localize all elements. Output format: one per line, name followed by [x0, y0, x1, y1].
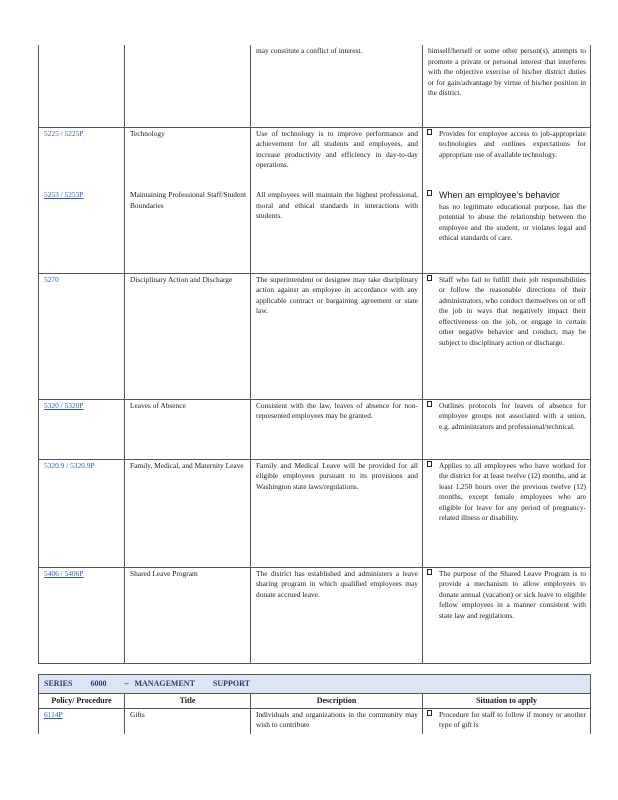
policy-code: 5406 / 5406P — [39, 567, 125, 663]
document-page — [38, 45, 590, 734]
policy-code: 5270 — [39, 273, 125, 399]
policy-title: Family, Medical, and Maternity Leave — [125, 459, 251, 567]
policy-situation: Outlines protocols for leaves of absence for employee groups not associated with a union, e.g. administrators and professional/technical. — [423, 399, 591, 459]
checkbox-bullet-icon — [427, 710, 432, 716]
header-title: Title — [125, 693, 251, 708]
header-description: Description — [251, 693, 423, 708]
series-label: SERIES — [44, 678, 73, 688]
checkbox-bullet-icon — [427, 190, 432, 196]
table-row — [39, 189, 591, 273]
policy-title: Leaves of Absence — [125, 399, 251, 459]
table-row — [39, 459, 591, 567]
policy-description: Consistent with the law, leaves of absence for non-represented employees may be granted. — [251, 399, 423, 459]
policy-description: The district has established and administers a leave sharing program in which qualified employees may donate accrued leave. — [251, 567, 423, 663]
policy-description: Individuals and organizations in the community may wish to contribute — [251, 708, 423, 734]
policy-code: 5320.9 / 5320.9P — [39, 459, 125, 567]
policy-table — [38, 45, 591, 664]
policy-code: 5320 / 5320P — [39, 399, 125, 459]
policy-description: The superintendent or designee may take disciplinary action against an employee in accordance with any applicable contract or bargaining agreement or state law. — [251, 273, 423, 399]
policy-code: 5253 / 5253P — [39, 189, 125, 273]
table-row — [39, 708, 591, 734]
policy-title: Shared Leave Program — [125, 567, 251, 663]
series-dash: – — [124, 678, 129, 688]
policy-situation: Provides for employee access to job-appropriate technologies and outlines expectations for appropriate use of available technology. — [423, 127, 591, 189]
policy-code: 6114P — [39, 708, 125, 734]
table-row — [39, 45, 591, 127]
table-row — [39, 273, 591, 399]
checkbox-bullet-icon — [427, 275, 432, 281]
policy-title: Technology — [125, 127, 251, 189]
checkbox-bullet-icon — [427, 569, 432, 575]
series-number: 6000 — [90, 678, 107, 688]
policy-situation: Staff who fail to fulfill their job responsibilities or follow the reasonable directions of their administrators, who conduct themselves on or off the job in ways that negatively impact their effectiveness on the job, or engage in certain other negative behavior and conduct, may be subject to disciplinary action or discharge. — [423, 273, 591, 399]
table-row — [39, 399, 591, 459]
policy-description: Family and Medical Leave will be provided for all eligible employees pursuant to its provisions and Washington state laws/regulations. — [251, 459, 423, 567]
series-name-2: SUPPORT — [212, 678, 250, 688]
policy-code — [39, 45, 125, 127]
policy-situation: The purpose of the Shared Leave Program is to provide a mechanism to allow employees to donate annual (vacation) or sick leave to eligible fellow employees in a manner consistent with state law and regulations. — [423, 567, 591, 663]
header-policy: Policy/ Procedure — [39, 693, 125, 708]
policy-description: All employees will maintain the highest professional, moral and ethical standards in interactions with students. — [251, 189, 423, 273]
management-support-table — [38, 674, 591, 735]
policy-title: Disciplinary Action and Discharge — [125, 273, 251, 399]
policy-code: 5225 / 5225P — [39, 127, 125, 189]
checkbox-bullet-icon — [427, 401, 432, 407]
policy-title: Maintaining Professional Staff/Student Boundaries — [125, 189, 251, 273]
policy-situation: When an employee’s behavior has no legitimate educational purpose, has the potential to abuse the relationship between the employee and the student, or violates legal and ethical standards of care. — [423, 189, 591, 273]
checkbox-bullet-icon — [427, 129, 432, 135]
policy-situation: himself/herself or some other person(s), attempts to promote a private or personal interest that interferes with the objective exercise of his/her district duties or for gain/advantage by virtue of his/her position in the district. — [423, 45, 591, 127]
table-row — [39, 127, 591, 189]
series-name: MANAGEMENT — [134, 678, 195, 688]
policy-title: Gifts — [125, 708, 251, 734]
header-situation: Situation to apply — [423, 693, 591, 708]
table-row — [39, 567, 591, 663]
column-headers — [39, 693, 591, 708]
policy-description: may constitute a conflict of interest. — [251, 45, 423, 127]
policy-title — [125, 45, 251, 127]
checkbox-bullet-icon — [427, 461, 432, 467]
policy-description: Use of technology is to improve performance and achievement for all students and employees, and increase productivity and efficiency in day-to-day operations. — [251, 127, 423, 189]
policy-situation: Procedure for staff to follow if money or another type of gift is — [423, 708, 591, 734]
policy-situation: Applies to all employees who have worked for the district for at least twelve (12) months, and at least 1,250 hours over the previous twelve (12) months, except female employees who are eligible for leave for any period of pregnancy-related illness or disability. — [423, 459, 591, 567]
series-header — [39, 674, 591, 693]
situation-lead: When an employee’s behavior — [439, 190, 560, 200]
